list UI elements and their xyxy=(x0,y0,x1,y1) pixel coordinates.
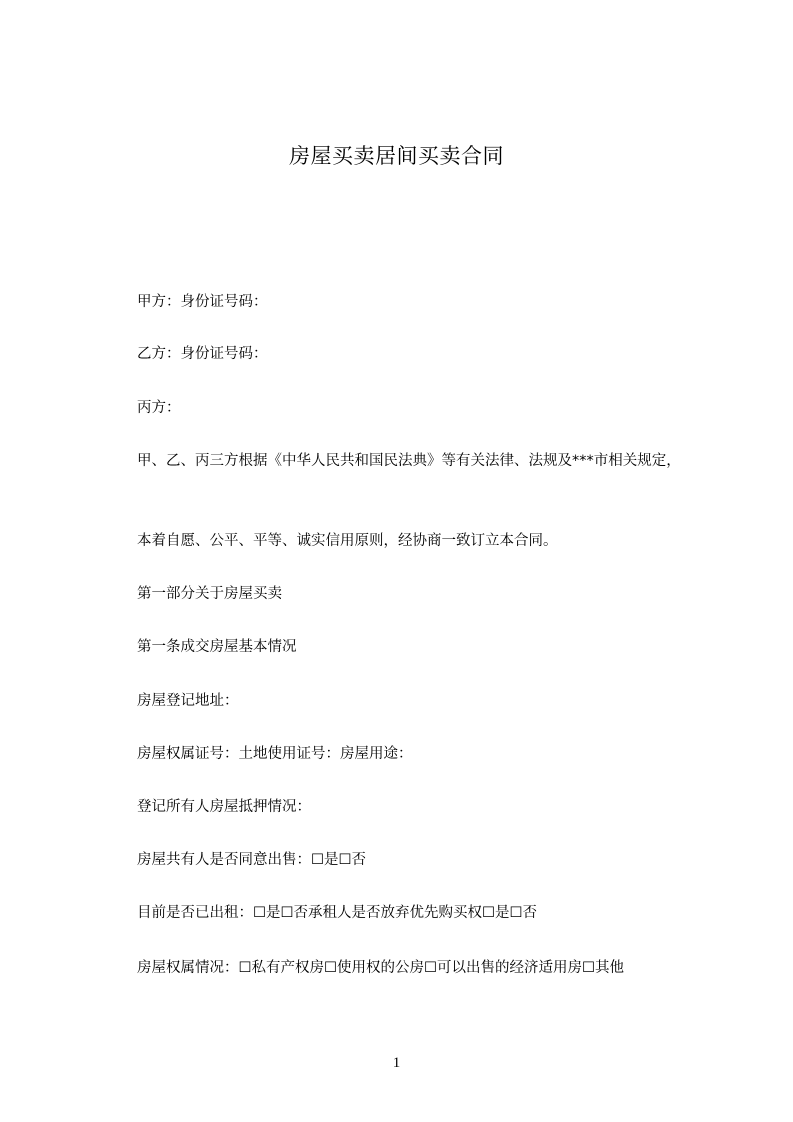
paragraph-co-owner xyxy=(105,847,705,873)
document-title: 房屋买卖居间买卖合同 xyxy=(289,144,504,168)
paragraph-ownership-type xyxy=(105,955,705,981)
paragraph-text: 房屋登记地址： xyxy=(137,693,239,709)
paragraph-text: 本着自愿、公平、平等、诚实信用原则，经协商一致订立本合同。 xyxy=(137,533,558,549)
paragraph-address xyxy=(105,688,705,714)
paragraph-text: 第一部分关于房屋买卖 xyxy=(137,586,282,602)
paragraph-text: 第一条成交房屋基本情况 xyxy=(137,639,297,655)
paragraph-text: 登记所有人房屋抵押情况： xyxy=(137,799,311,815)
paragraph-text: 房屋共有人是否同意出售：☐是☐否 xyxy=(137,852,366,868)
paragraph-text: 房屋权属证号：土地使用证号：房屋用途： xyxy=(137,746,413,762)
paragraph-rental xyxy=(105,900,705,926)
article-heading xyxy=(105,634,705,660)
paragraph-mortgage xyxy=(105,794,705,820)
paragraph-text: 丙方： xyxy=(137,400,181,416)
paragraph-text: 房屋权属情况：☐私有产权房☐使用权的公房☐可以出售的经济适用房☐其他 xyxy=(137,960,624,976)
paragraph-certificates xyxy=(105,741,705,767)
paragraph-party-b xyxy=(105,341,705,367)
paragraph-party-c xyxy=(105,395,705,421)
paragraph-text: 甲方：身份证号码： xyxy=(137,294,268,310)
page-number: 1 xyxy=(392,1055,401,1071)
paragraph-legal-basis: 甲、乙、丙三方根据《中华人民共和国民法典》等有关法律、法规及***市相关规定， xyxy=(137,453,681,469)
paragraph-text: 目前是否已出租：☐是☐否承租人是否放弃优先购买权☐是☐否 xyxy=(137,905,537,921)
paragraph-principles xyxy=(105,528,705,554)
paragraph-party-a xyxy=(105,289,705,315)
paragraph-text: 乙方：身份证号码： xyxy=(137,346,268,362)
section-heading xyxy=(105,581,705,607)
